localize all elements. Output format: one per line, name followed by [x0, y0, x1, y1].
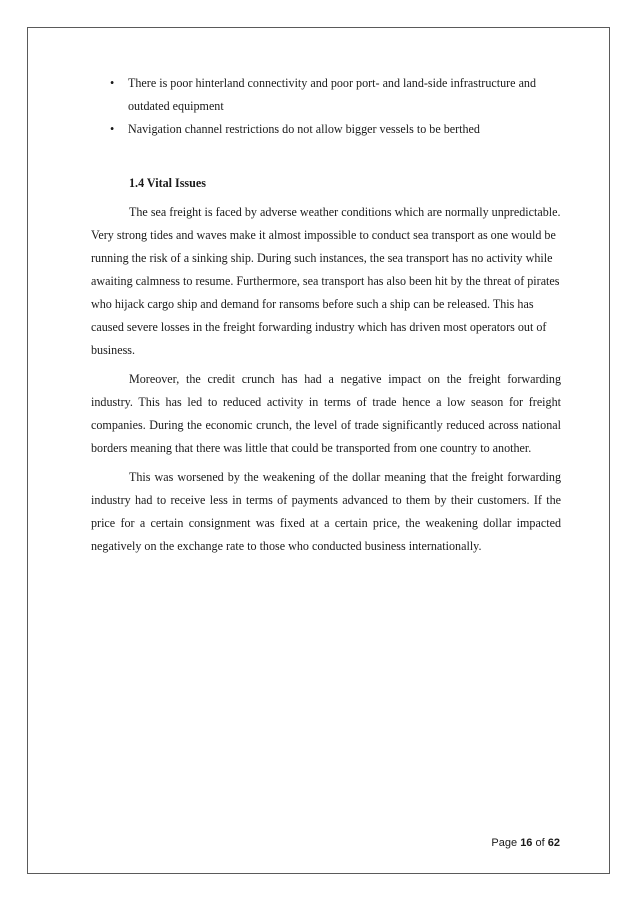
bullet-marker: • [110, 76, 115, 90]
bullet-text: There is poor hinterland connectivity and poor port- and land-side infrastructure and outdated equipment [128, 76, 537, 113]
total-pages: 62 [547, 837, 560, 849]
paragraph-credit-crunch: Moreover, the credit crunch has had a negative impact on the freight forwarding industry. This has led to reduced activity in terms of trade hence a low season for freight companies. During the economic crunch, the level of trade significantly reduced across national borders meaning that there was little that could be transported from one country to another. [91, 372, 561, 455]
page-number: 16 [520, 837, 533, 849]
page-label: Page [491, 837, 518, 849]
paragraph-vital-issues: The sea freight is faced by adverse weather conditions which are normally unpredictable. Very strong tides and waves make it almost impossible to conduct sea transport as one would be running the risk of a sinking ship. During such instances, the sea transport has no activity while awaiting calmness to resume. Furthermore, sea transport has also been hit by the threat of pirates who hijack cargo ship and demand for ransoms before such a ship can be released. This has caused severe losses in the freight forwarding industry which has driven most operators out of business. [91, 205, 561, 357]
list-item [91, 118, 561, 141]
of-label: of [535, 837, 545, 849]
bullet-text: Navigation channel restrictions do not allow bigger vessels to be berthed [128, 122, 480, 136]
bullet-marker: • [110, 122, 115, 136]
bullet-list [91, 72, 561, 141]
section-heading: 1.4 Vital Issues [129, 176, 206, 190]
paragraph-dollar-weakening: This was worsened by the weakening of the dollar meaning that the freight forwarding industry had to receive less in terms of payments advanced to them by their customers. If the price for a certain consignment was fixed at a certain price, the weakening dollar impacted negatively on the exchange rate to those who conducted business internationally. [91, 470, 561, 553]
list-item [91, 72, 561, 118]
page-footer [491, 837, 560, 849]
document-body [91, 72, 561, 564]
